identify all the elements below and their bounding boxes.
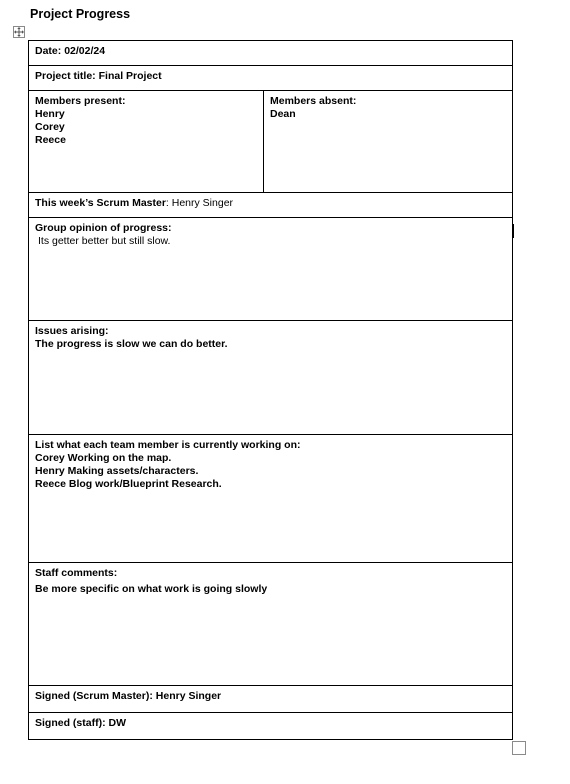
- date-cell[interactable]: [29, 41, 513, 66]
- members-present-label: Members present:: [35, 95, 126, 107]
- issues-row: [29, 321, 513, 435]
- work-line: Reece Blog work/Blueprint Research.: [35, 478, 222, 490]
- work-line: Henry Making assets/characters.: [35, 465, 199, 477]
- scrum-master-cell[interactable]: [29, 193, 513, 218]
- member-present-name: Reece: [35, 134, 66, 146]
- staff-comments-row: [29, 563, 513, 686]
- signed-staff-cell[interactable]: [29, 713, 513, 740]
- signed-scrum-cell[interactable]: [29, 686, 513, 713]
- member-absent-name: Dean: [270, 108, 296, 120]
- members-row: [29, 91, 513, 193]
- signed-staff-value: DW: [108, 717, 126, 729]
- members-absent-cell[interactable]: [264, 91, 513, 193]
- issues-label: Issues arising:: [35, 325, 109, 337]
- date-row: [29, 41, 513, 66]
- signed-scrum-label: Signed (Scrum Master):: [35, 690, 153, 702]
- table-resize-icon[interactable]: [512, 741, 526, 755]
- group-opinion-label: Group opinion of progress:: [35, 222, 172, 234]
- staff-comments-label: Staff comments:: [35, 567, 118, 579]
- project-title-cell[interactable]: [29, 66, 513, 91]
- member-present-name: Henry: [35, 108, 65, 120]
- date-label: Date:: [35, 45, 62, 57]
- scrum-master-value: : Henry Singer: [165, 197, 234, 209]
- scrum-master-row: [29, 193, 513, 218]
- work-line: Corey Working on the map.: [35, 452, 172, 464]
- member-present-name: Corey: [35, 121, 65, 133]
- signed-staff-row: [29, 713, 513, 740]
- issues-text: The progress is slow we can do better.: [35, 338, 228, 350]
- group-opinion-row: [29, 218, 513, 321]
- members-present-cell[interactable]: [29, 91, 264, 193]
- work-label: List what each team member is currently working on:: [35, 439, 301, 451]
- staff-comments-cell[interactable]: [29, 563, 513, 686]
- group-opinion-cell[interactable]: [29, 218, 513, 321]
- staff-comments-text: Be more specific on what work is going slowly: [35, 583, 268, 595]
- project-title-label: Project title:: [35, 70, 96, 82]
- signed-staff-label: Signed (staff):: [35, 717, 106, 729]
- progress-form-table: [28, 40, 513, 740]
- signed-scrum-row: [29, 686, 513, 713]
- table-move-icon[interactable]: [13, 26, 25, 38]
- scrum-master-label: This week’s Scrum Master: [35, 197, 166, 209]
- members-absent-label: Members absent:: [270, 95, 357, 107]
- group-opinion-text: Its getter better but still slow.: [38, 235, 171, 247]
- project-title-value: Final Project: [98, 70, 162, 82]
- project-title-row: [29, 66, 513, 91]
- issues-cell[interactable]: [29, 321, 513, 435]
- text-cursor: [513, 224, 514, 238]
- page-title: Project Progress: [30, 7, 131, 21]
- signed-scrum-value: Henry Singer: [155, 690, 222, 702]
- work-cell[interactable]: [29, 435, 513, 563]
- work-row: [29, 435, 513, 563]
- date-value: 02/02/24: [64, 45, 106, 57]
